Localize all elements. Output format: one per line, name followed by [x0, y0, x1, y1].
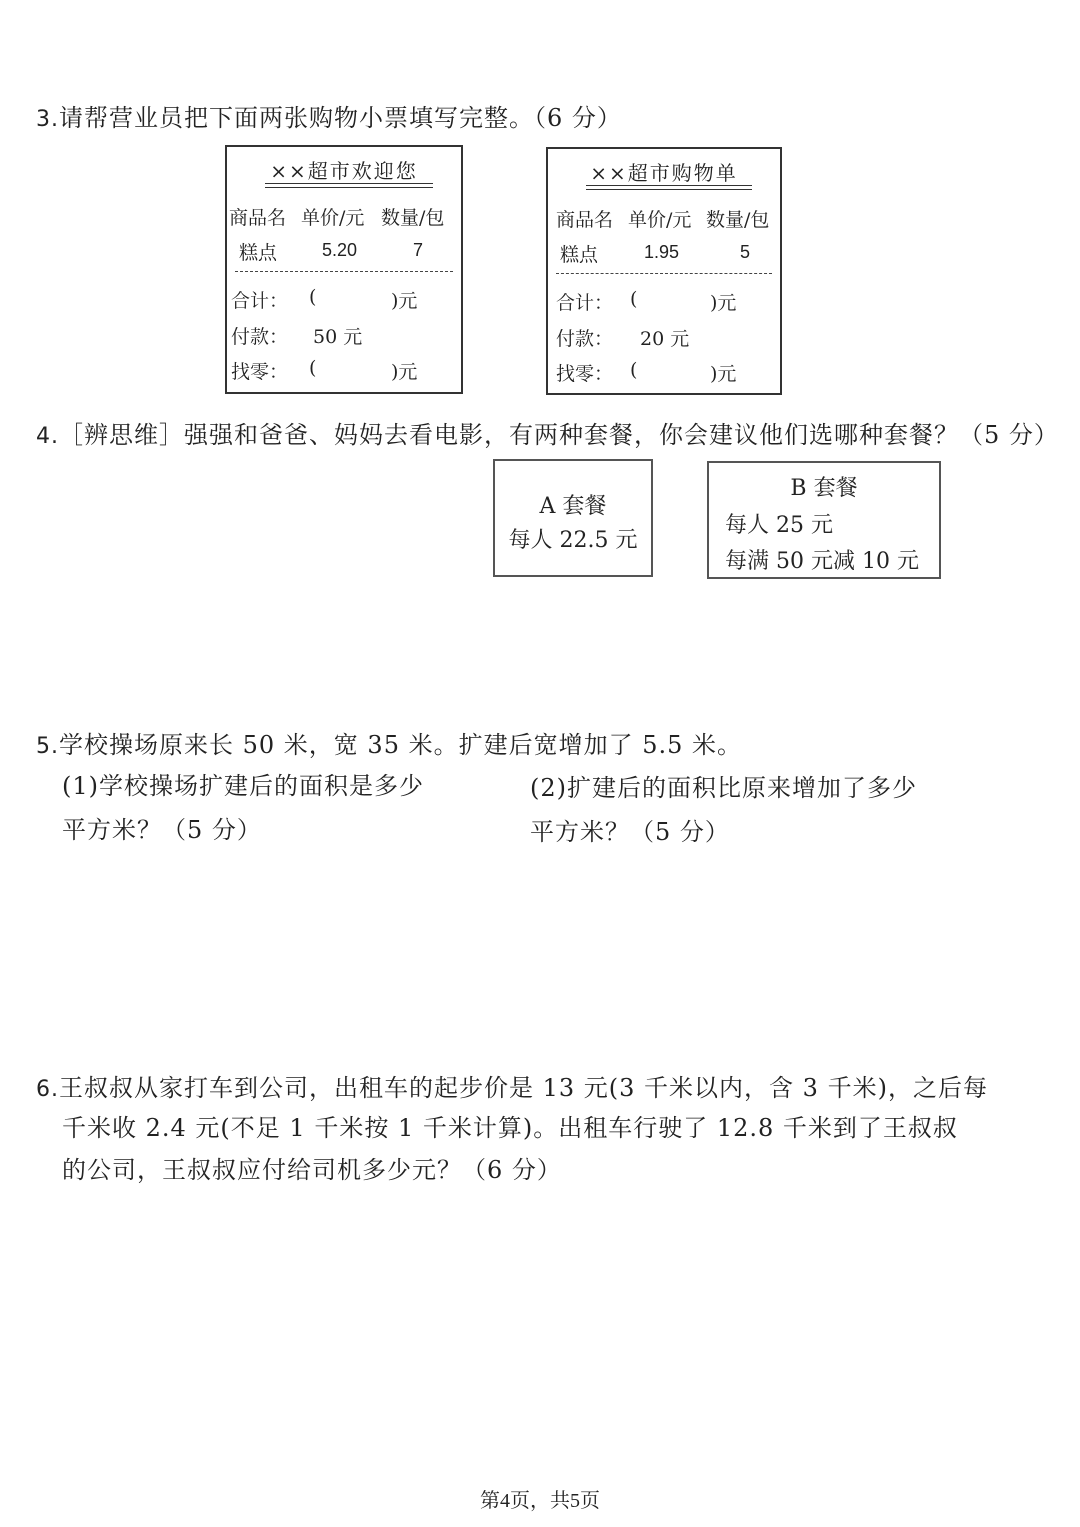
question-6-line1: [36, 1068, 988, 1103]
receipt-1-pay-label: 付款：: [231, 326, 289, 348]
receipt-1-title-underline: [265, 183, 433, 184]
receipt-2-title: ××超市购物单: [590, 161, 738, 185]
receipt-1-total-label: 合计：: [231, 290, 289, 312]
question-5-text: 学校操场原来长 50 米，宽 35 米。扩建后宽增加了 5.5 米。: [59, 731, 743, 759]
question-3-text: 请帮营业员把下面两张购物小票填写完整。（6 分）: [59, 104, 622, 132]
receipt-2-change-label: 找零：: [556, 363, 614, 385]
receipt-2-header-name: 商品名: [556, 209, 614, 231]
receipt-2-total-close: )元: [710, 292, 737, 314]
question-6-text-line2: 千米收 2.4 元(不足 1 千米按 1 千米计算)。出租车行驶了 12.8 千米到了王叔叔: [62, 1114, 958, 1142]
receipt-1: [225, 145, 463, 394]
receipt-1-total-open: (: [309, 286, 317, 308]
receipt-1-header-qty: 数量/包: [381, 207, 445, 229]
receipt-1-change-label: 找零：: [231, 361, 289, 383]
question-5-sub1-line2: 平方米？（5 分）: [62, 816, 262, 844]
receipt-2-total-open: (: [630, 288, 638, 310]
receipt-2: [546, 147, 782, 395]
receipt-2-price: 1.95: [644, 242, 680, 262]
question-4: [36, 415, 1059, 450]
receipt-1-title-underline-2: [265, 187, 433, 188]
receipt-1-divider: [235, 271, 453, 272]
receipt-2-header-price: 单价/元: [628, 209, 692, 231]
receipt-2-pay-value: 20 元: [640, 328, 690, 350]
package-a-price: 每人 22.5 元: [508, 528, 638, 553]
question-3-number: 3.: [36, 107, 59, 132]
package-b-discount: 每满 50 元减 10 元: [725, 549, 919, 574]
receipt-1-pay-value: 50 元: [313, 326, 363, 348]
package-b-title: B 套餐: [790, 476, 858, 501]
receipt-2-divider: [556, 273, 772, 274]
receipt-1-total-close: )元: [391, 290, 418, 312]
receipt-1-title: ××超市欢迎您: [270, 159, 418, 183]
receipt-2-title-underline-2: [586, 189, 752, 190]
question-5: [36, 725, 742, 760]
receipt-1-change-close: )元: [391, 361, 418, 383]
page-number: 第4页，共5页: [480, 1490, 600, 1512]
question-4-text: ［辨思维］强强和爸爸、妈妈去看电影，有两种套餐，你会建议他们选哪种套餐？（5 分）: [59, 421, 1059, 449]
question-3: [36, 98, 622, 133]
receipt-2-title-underline: [586, 185, 752, 186]
question-6-number: 6.: [36, 1077, 59, 1102]
question-6-text-line1: 王叔叔从家打车到公司，出租车的起步价是 13 元(3 千米以内，含 3 千米)，之后每: [59, 1074, 988, 1102]
receipt-1-change-open: (: [309, 357, 317, 379]
receipt-2-item: 糕点: [560, 244, 599, 266]
receipt-1-header-price: 单价/元: [301, 207, 365, 229]
receipt-2-qty: 5: [740, 242, 751, 262]
receipt-1-item: 糕点: [239, 242, 278, 264]
package-b-box: [707, 461, 941, 579]
receipt-2-change-close: )元: [710, 363, 737, 385]
receipt-1-header-name: 商品名: [229, 207, 287, 229]
package-a-title: A 套餐: [539, 494, 607, 519]
receipt-2-change-open: (: [630, 359, 638, 381]
receipt-1-qty: 7: [413, 240, 424, 260]
receipt-2-header-qty: 数量/包: [706, 209, 770, 231]
question-5-sub1-line1: (1)学校操场扩建后的面积是多少: [62, 772, 424, 800]
package-b-price: 每人 25 元: [725, 513, 833, 538]
receipt-2-total-label: 合计：: [556, 292, 614, 314]
receipt-2-pay-label: 付款：: [556, 328, 614, 350]
package-a-box: [493, 459, 653, 577]
question-6-text-line3: 的公司，王叔叔应付给司机多少元？（6 分）: [62, 1156, 562, 1184]
receipt-1-price: 5.20: [322, 240, 358, 260]
question-5-number: 5.: [36, 734, 59, 759]
question-5-sub2-line2: 平方米？（5 分）: [530, 818, 730, 846]
question-5-sub2-line1: (2)扩建后的面积比原来增加了多少: [530, 774, 917, 802]
question-4-number: 4.: [36, 424, 59, 449]
